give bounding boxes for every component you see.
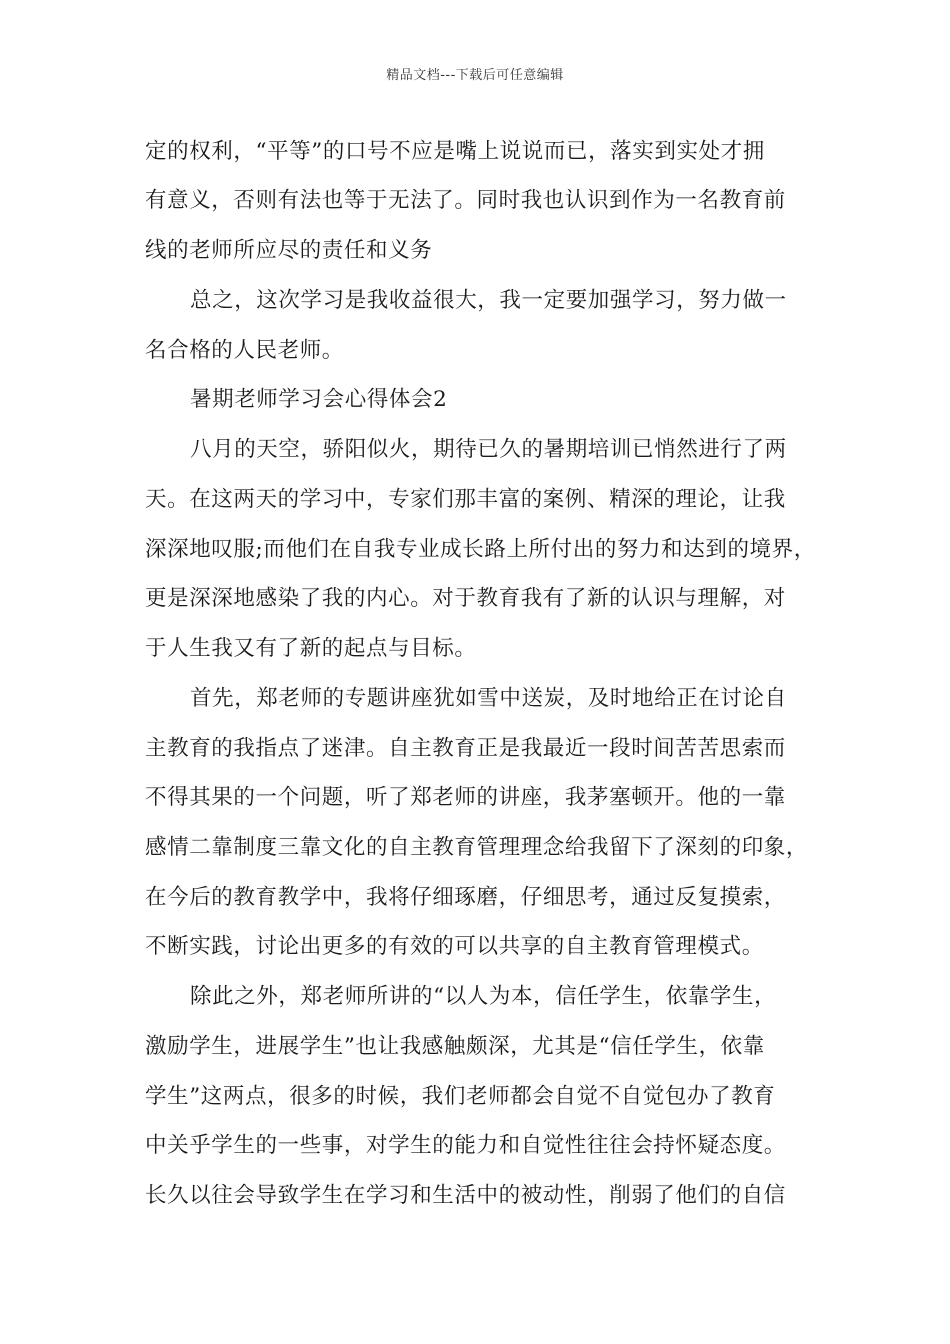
text-line: 中关乎学生的一些事，对学生的能力和自觉性往往会持怀疑态度。 bbox=[145, 1133, 786, 1158]
text-line: 更是深深地感染了我的内心。对于教育我有了新的认识与理解，对 bbox=[145, 586, 786, 611]
page-header: 精品文档---下载后可任意编辑 bbox=[386, 68, 564, 83]
section-title: 暑期老师学习会心得体会2 bbox=[190, 387, 448, 412]
paragraph-start-line: 首先，郑老师的专题讲座犹如雪中送炭，及时地给正在讨论自 bbox=[190, 686, 787, 711]
text-line: 感情二靠制度三靠文化的自主教育管理理念给我留下了深刻的印象， bbox=[145, 835, 809, 860]
text-line: 于人生我又有了新的起点与目标。 bbox=[145, 636, 477, 661]
text-line: 在今后的教育教学中，我将仔细琢磨，仔细思考，通过反复摸索， bbox=[145, 885, 786, 910]
paragraph-start-line: 除此之外，郑老师所讲的“以人为本，信任学生，依靠学生， bbox=[190, 984, 777, 1009]
text-line: 长久以往会导致学生在学习和生活中的被动性，削弱了他们的自信 bbox=[145, 1183, 786, 1208]
text-line: 名合格的人民老师。 bbox=[145, 338, 344, 363]
text-line: 学生”这两点，很多的时候，我们老师都会自觉不自觉包办了教育 bbox=[145, 1084, 776, 1109]
text-line: 激励学生，进展学生”也让我感触颇深，尤其是“信任学生，依靠 bbox=[145, 1034, 765, 1059]
paragraph-start-line: 八月的天空，骄阳似火，期待已久的暑期培训已悄然进行了两 bbox=[190, 437, 787, 462]
text-line: 深深地叹服;而他们在自我专业成长路上所付出的努力和达到的境界， bbox=[145, 537, 816, 562]
text-line: 天。在这两天的学习中，专家们那丰富的案例、精深的理论，让我 bbox=[145, 487, 786, 512]
text-line: 有意义，否则有法也等于无法了。同时我也认识到作为一名教育前 bbox=[145, 188, 786, 213]
paragraph-start-line: 总之，这次学习是我收益很大，我一定要加强学习，努力做一 bbox=[190, 288, 787, 313]
text-line: 不得其果的一个问题，听了郑老师的讲座，我茅塞顿开。他的一靠 bbox=[145, 785, 786, 810]
text-line: 不断实践，讨论出更多的有效的可以共享的自主教育管理模式。 bbox=[145, 934, 764, 959]
text-line: 主教育的我指点了迷津。自主教育正是我最近一段时间苦苦思索而 bbox=[145, 736, 786, 761]
text-line: 定的权利，“平等”的口号不应是嘴上说说而已，落实到实处才拥 bbox=[145, 139, 765, 164]
text-line: 线的老师所应尽的责任和义务 bbox=[145, 238, 433, 263]
